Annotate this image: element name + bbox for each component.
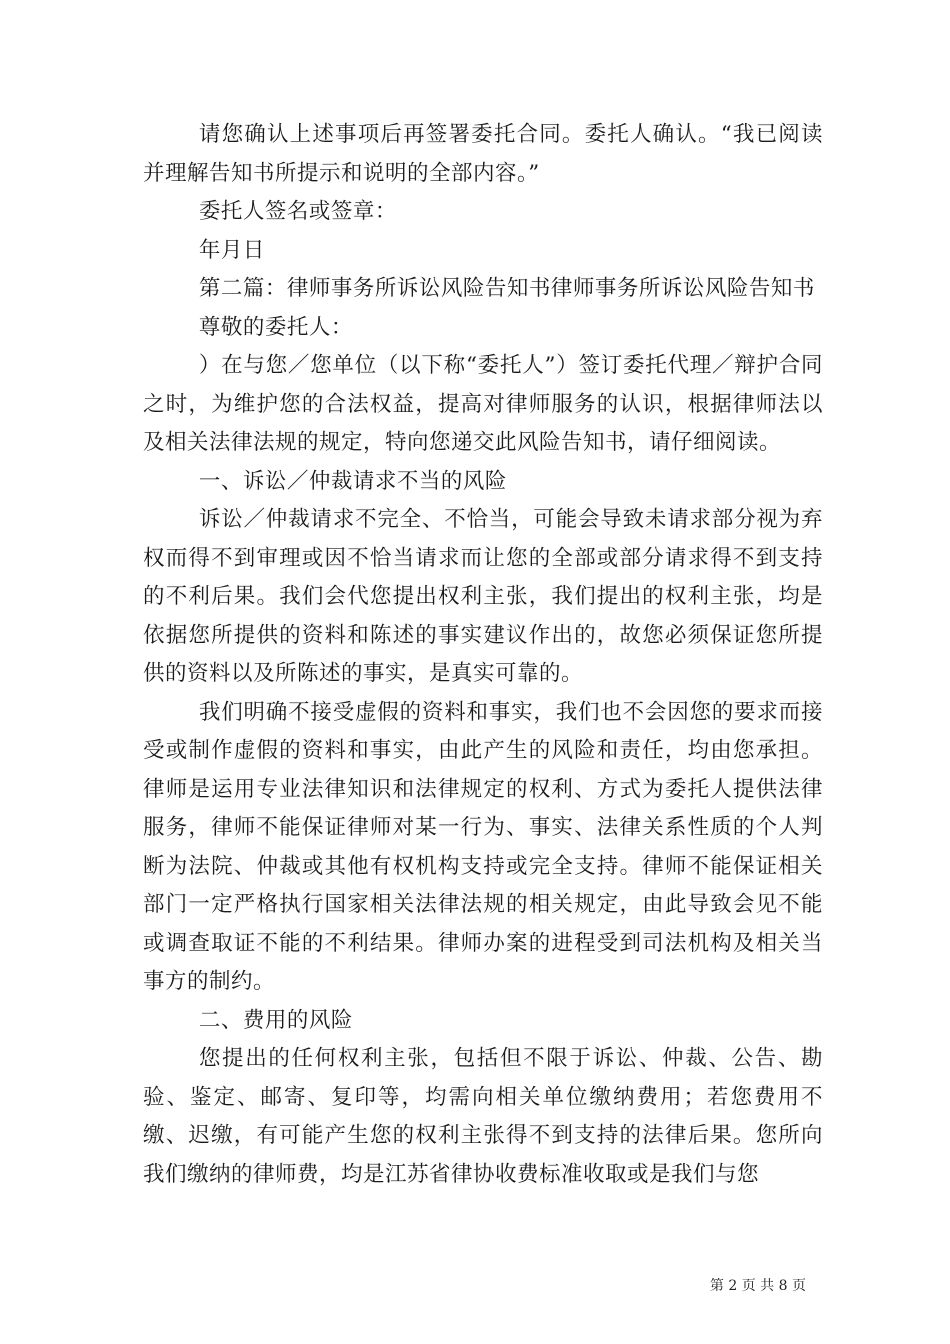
heading-fee-risk: 二、费用的风险 xyxy=(198,1007,353,1033)
document-body xyxy=(143,116,823,1194)
paragraph-introduction: ）在与您／您单位（以下称“委托人”）签订委托代理／辩护合同之时，为维护您的合法权益，提高对律师服务的认识，根据律师法以及相关法律法规的规定，特向您递交此风险告知书，请仔细阅读。 xyxy=(143,353,823,455)
paragraph-signature-line: 委托人签名或签章： xyxy=(198,199,397,224)
section-title-part-two: 第二篇：律师事务所诉讼风险告知书律师事务所诉讼风险告知书 xyxy=(198,276,815,301)
page-number: 第 2 页 共 8 页 xyxy=(709,1278,806,1294)
paragraph-date-line: 年月日 xyxy=(198,237,265,263)
paragraph-salutation: 尊敬的委托人： xyxy=(198,314,353,340)
heading-claim-risk: 一、诉讼／仲裁请求不当的风险 xyxy=(198,468,507,494)
paragraph-fee-risk: 您提出的任何权利主张，包括但不限于诉讼、仲裁、公告、勘验、鉴定、邮寄、复印等，均需向相关单位缴纳费用；若您费用不缴、迟缴，有可能产生您的权利主张得不到支持的法律后果。您所向我们缴纳的律师费，均是江苏省律协收费标准收取或是我们与您 xyxy=(143,1046,823,1187)
paragraph-claim-risk: 诉讼／仲裁请求不完全、不恰当，可能会导致未请求部分视为弃权而得不到审理或因不恰当请求而让您的全部或部分请求得不到支持的不利后果。我们会代您提出权利主张，我们提出的权利主张，均是依据您所提供的资料和陈述的事实建议作出的，故您必须保证您所提供的资料以及所陈述的事实，是真实可靠的。 xyxy=(143,507,823,686)
paragraph-false-materials: 我们明确不接受虚假的资料和事实，我们也不会因您的要求而接受或制作虚假的资料和事实，由此产生的风险和责任，均由您承担。律师是运用专业法律知识和法律规定的权利、方式为委托人提供法律服务，律师不能保证律师对某一行为、事实、法律关系性质的个人判断为法院、仲裁或其他有权机构支持或完全支持。律师不能保证相关部门一定严格执行国家相关法律法规的相关规定，由此导致会见不能或调查取证不能的不利结果。律师办案的进程受到司法机构及相关当事方的制约。 xyxy=(143,699,823,994)
paragraph-confirm-notice: 请您确认上述事项后再签署委托合同。委托人确认。“我已阅读并理解告知书所提示和说明的全部内容。” xyxy=(143,122,823,186)
